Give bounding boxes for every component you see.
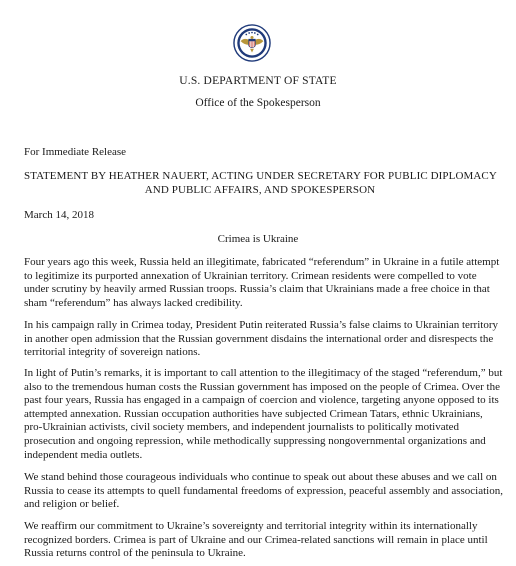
paragraph-line: Russia returns control of the peninsula to Ukraine.	[24, 547, 246, 560]
paragraph-line: independent media outlets.	[24, 448, 143, 461]
paragraph-line: pro-Ukrainian activists, civil society members, and independent journalists to politically motivated	[24, 421, 460, 434]
release-date: March 14, 2018	[24, 209, 94, 221]
paragraph-line: Russia to cease its attempts to quell fundamental freedoms of expression, peaceful assembly and association,	[24, 484, 503, 497]
department-name: U.S. DEPARTMENT OF STATE	[179, 75, 337, 87]
paragraph	[24, 520, 504, 561]
paragraph-line: attempted annexation. Russian occupation authorities have subjected Crimean Tatars, ethnic Ukrainians,	[24, 407, 483, 420]
statement-title	[24, 169, 496, 197]
statement-title-line: AND PUBLIC AFFAIRS, AND SPOKESPERSON	[144, 184, 376, 196]
paragraph-line: in another open admission that the Russian government disdains the international order and disrespects the	[24, 332, 494, 345]
paragraph-line: In light of Putin’s remarks, it is important to call attention to the illegitimacy of the staged “referendum,” but	[24, 367, 503, 379]
paragraph-line: We stand behind those courageous individuals who continue to speak out about these abuses and we call on	[24, 471, 497, 483]
paragraph-line: prosecution and ongoing repression, while methodically suppressing nongovernmental organizations and	[24, 434, 486, 447]
paragraph-line: sham “referendum” has always lacked credibility.	[24, 296, 243, 309]
paragraph-line: and religion or belief.	[24, 498, 120, 511]
paragraph-line: to legitimize its purported annexation of Ukrainian territory. Crimean residents were compelled to vote	[24, 269, 477, 282]
statement-subject: Crimea is Ukraine	[217, 233, 299, 245]
paragraph-line: under scrutiny by heavily armed Russian troops. Russia’s claim that Ukrainians made a free choice in that	[24, 283, 490, 296]
office-name: Office of the Spokesperson	[195, 97, 321, 109]
statement-title-line: STATEMENT BY HEATHER NAUERT, ACTING UNDER SECRETARY FOR PUBLIC DIPLOMACY	[24, 170, 497, 182]
release-notice: For Immediate Release	[24, 146, 127, 158]
paragraph-line: territorial integrity of sovereign nations.	[24, 346, 201, 359]
state-department-seal-icon	[233, 24, 271, 62]
paragraph	[24, 256, 504, 310]
paragraph	[24, 319, 504, 360]
paragraph	[24, 367, 504, 462]
paragraph-line: In his campaign rally in Crimea today, President Putin reiterated Russia’s false claims to Ukrainian territory	[24, 319, 498, 331]
paragraph-line: past four years, Russia has engaged in a campaign of coercion and violence, targeting anyone opposed to its	[24, 394, 499, 407]
paragraph-line: also to the tremendous human costs the Russian government has imposed on the people of Crimea. Over the	[24, 380, 500, 393]
paragraph-line: recognized borders. Crimea is part of Ukraine and our Crimea-related sanctions will remain in place until	[24, 533, 488, 546]
paragraph-line: We reaffirm our commitment to Ukraine’s sovereignty and territorial integrity within its internationally	[24, 520, 478, 532]
paragraph-line: Four years ago this week, Russia held an illegitimate, fabricated “referendum” in Ukraine in a futile attempt	[24, 256, 500, 268]
paragraph	[24, 471, 504, 512]
